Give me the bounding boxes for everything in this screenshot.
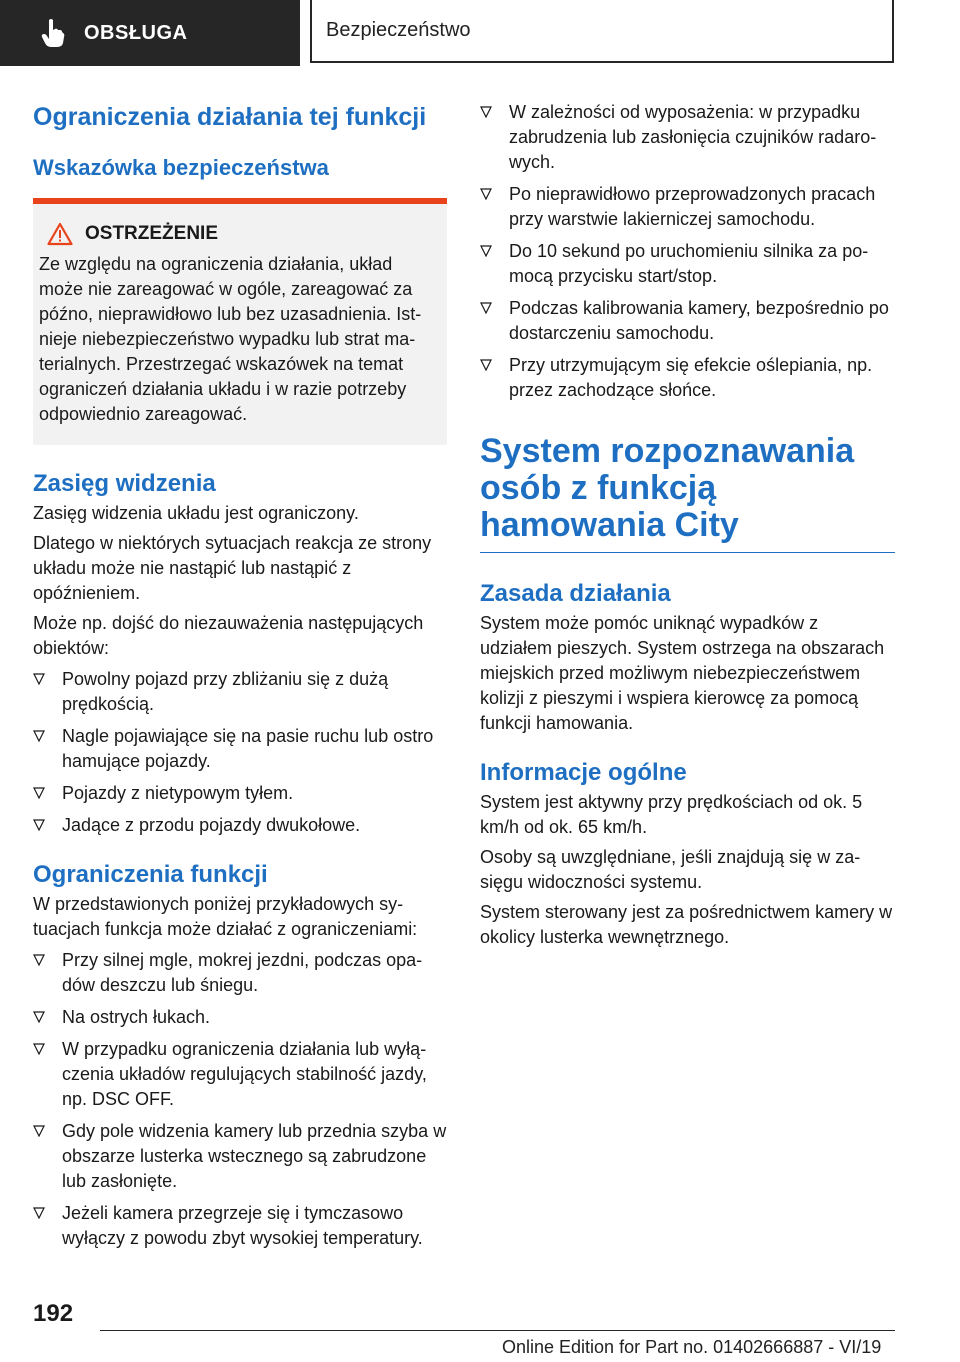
general-paragraph-2: Osoby są uwzględniane, jeśli znajdują się w zasięgu widoczności systemu. — [480, 847, 861, 892]
safety-subtitle: Wskazówka bezpieczeństwa — [33, 155, 329, 180]
bullet-triangle-icon — [480, 359, 492, 371]
principle-heading: Zasada działania — [480, 580, 671, 607]
general-paragraph-3: System sterowany jest za pośrednictwem kamery w okolicy lusterka wewnętrznego. — [480, 902, 893, 947]
list-item: Na ostrych łukach. — [33, 1005, 447, 1030]
chapter-tab — [310, 0, 894, 63]
list-item: Jeżeli kamera przegrzeje się i tymczasowo wyłączy z powodu zbyt wysokiej temperatury. — [33, 1201, 447, 1251]
bullet-triangle-icon — [480, 106, 492, 118]
page-number: 192 — [33, 1300, 74, 1327]
bullet-triangle-icon — [33, 787, 45, 799]
range-paragraph-1: Zasięg widzenia układu jest ograniczony. — [33, 503, 359, 523]
general-paragraph-1: System jest aktywny przy prędkościach od ok. 5 km/h od ok. 65 km/h. — [480, 792, 863, 837]
list-item: Powolny pojazd przy zbliżaniu się z dużą prędkością. — [33, 667, 447, 717]
left-column — [33, 100, 447, 1258]
bullet-triangle-icon — [33, 1011, 45, 1023]
list-item: Przy silnej mgle, mokrej jezdni, podczas opadów deszczu lub śniegu. — [33, 948, 447, 998]
warning-text: Ze względu na ograniczenia działania, układ może nie zareagować w ogóle, zareagować za późno, nieprawidłowo lub bez uzasadnienia. Istnieje niebezpieczeństwo wypadku lub strat materialnych. Przestrzegać wskazówek na temat ograniczeń działania układu i w razie potrzeby odpowiednio zareagować. — [39, 254, 422, 424]
limits-paragraph: W przedstawionych poniżej przykładowych sytuacjach funkcja może działać z ograniczeniami: — [33, 894, 418, 939]
bullet-triangle-icon — [33, 1125, 45, 1137]
bullet-triangle-icon — [33, 673, 45, 685]
list-item: Do 10 sekund po uruchomieniu silnika za pomocą przycisku start/stop. — [480, 239, 895, 289]
bullet-triangle-icon — [33, 954, 45, 966]
section-title: Ograniczenia działania tej funkcji — [33, 103, 427, 131]
list-item: Nagle pojawiające się na pasie ruchu lub ostro hamujące pojazdy. — [33, 724, 447, 774]
list-item: Po nieprawidłowo przeprowadzonych pracach przy warstwie lakierniczej samochodu. — [480, 182, 895, 232]
page-header — [0, 0, 960, 66]
general-heading: Informacje ogólne — [480, 759, 687, 786]
range-heading: Zasięg widzenia — [33, 470, 216, 497]
principle-text: System może pomóc uniknąć wypadków z udziałem pieszych. System ostrzega na obszarach miejskich przed możliwym niebezpieczeństwem kolizji z pieszymi i wspiera kierowcę za pomocą funkcji hamowania. — [480, 613, 885, 733]
limits-list-continued — [480, 100, 895, 403]
list-item: Pojazdy z nietypowym tyłem. — [33, 781, 447, 806]
list-item: Przy utrzymującym się efekcie oślepiania, np. przez zachodzące słońce. — [480, 353, 895, 403]
system-title-block — [480, 433, 895, 553]
footer-divider — [100, 1330, 895, 1331]
right-column — [480, 100, 895, 955]
section-tab-label: OBSŁUGA — [84, 21, 188, 44]
list-item: W przypadku ograniczenia działania lub wyłączenia układów regulujących stabilność jazdy, np. DSC OFF. — [33, 1037, 447, 1112]
bullet-triangle-icon — [480, 188, 492, 200]
limits-list — [33, 948, 447, 1251]
chapter-tab-label: Bezpieczeństwo — [326, 19, 471, 41]
section-tab — [0, 0, 300, 66]
warning-triangle-icon — [47, 222, 73, 246]
list-item: Jadące z przodu pojazdy dwukołowe. — [33, 813, 447, 838]
warning-box — [33, 198, 447, 445]
list-item: Podczas kalibrowania kamery, bezpośrednio po dostarczeniu samochodu. — [480, 296, 895, 346]
bullet-triangle-icon — [33, 1043, 45, 1055]
bullet-triangle-icon — [480, 302, 492, 314]
bullet-triangle-icon — [33, 730, 45, 742]
edition-text: Online Edition for Part no. 01402666887 - VI/19 — [502, 1337, 882, 1357]
hand-pointer-icon — [40, 18, 66, 48]
warning-header — [39, 222, 441, 246]
bullet-triangle-icon — [480, 245, 492, 257]
bullet-triangle-icon — [33, 819, 45, 831]
limits-heading: Ograniczenia funkcji — [33, 861, 268, 888]
bullet-triangle-icon — [33, 1207, 45, 1219]
range-paragraph-2: Dlatego w niektórych sytuacjach reakcja ze strony układu może nie nastąpić lub nastąpić z opóźnieniem. — [33, 533, 432, 603]
warning-title: OSTRZEŻENIE — [85, 223, 219, 244]
system-title: System rozpoznawania osób z funkcją hamowania City — [480, 432, 855, 544]
range-list — [33, 667, 447, 838]
list-item: W zależności od wyposażenia: w przypadku zabrudzenia lub zasłonięcia czujników radarowych. — [480, 100, 895, 175]
range-paragraph-3: Może np. dojść do niezauważenia następujących obiektów: — [33, 613, 424, 658]
list-item: Gdy pole widzenia kamery lub przednia szyba w obszarze lusterka wstecznego są zabrudzone lub zasłonięte. — [33, 1119, 447, 1194]
